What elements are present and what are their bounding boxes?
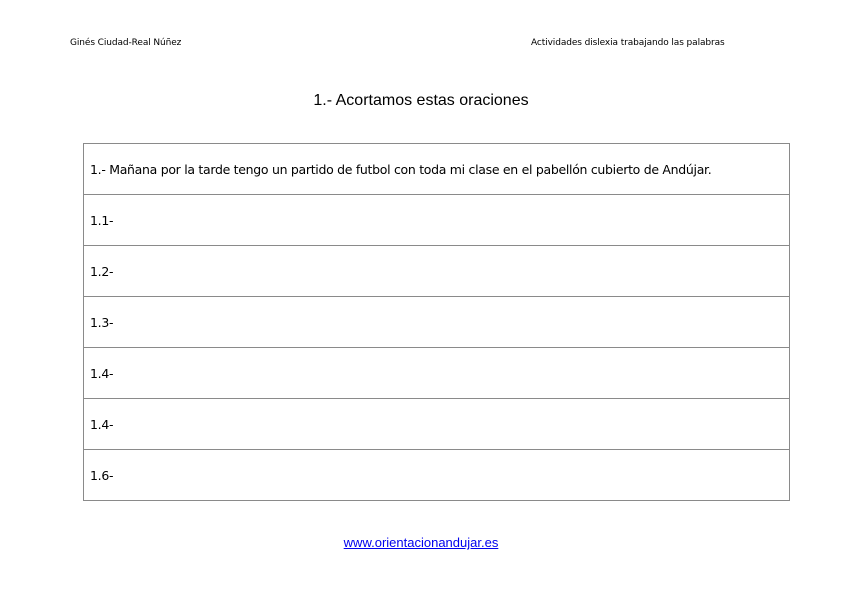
header-subject: Actividades dislexia trabajando las palabras xyxy=(531,38,725,48)
table-row xyxy=(84,195,790,246)
footer xyxy=(0,535,842,550)
answer-row-label: 1.4- xyxy=(84,399,790,450)
exercise-sentence: 1.- Mañana por la tarde tengo un partido de futbol con toda mi clase en el pabellón cubierto de Andújar. xyxy=(84,144,790,195)
table-row xyxy=(84,246,790,297)
table-row xyxy=(84,297,790,348)
table-row xyxy=(84,399,790,450)
answer-row-label: 1.6- xyxy=(84,450,790,501)
page-title: 1.- Acortamos estas oraciones xyxy=(313,92,529,109)
answer-row-label: 1.1- xyxy=(84,195,790,246)
website-link[interactable]: www.orientacionandujar.es xyxy=(343,535,499,550)
answer-row-label: 1.3- xyxy=(84,297,790,348)
header-author: Ginés Ciudad-Real Núñez xyxy=(70,38,182,48)
table-row xyxy=(84,144,790,195)
exercise-table xyxy=(83,143,790,501)
answer-row-label: 1.4- xyxy=(84,348,790,399)
table-row xyxy=(84,450,790,501)
table-row xyxy=(84,348,790,399)
answer-row-label: 1.2- xyxy=(84,246,790,297)
